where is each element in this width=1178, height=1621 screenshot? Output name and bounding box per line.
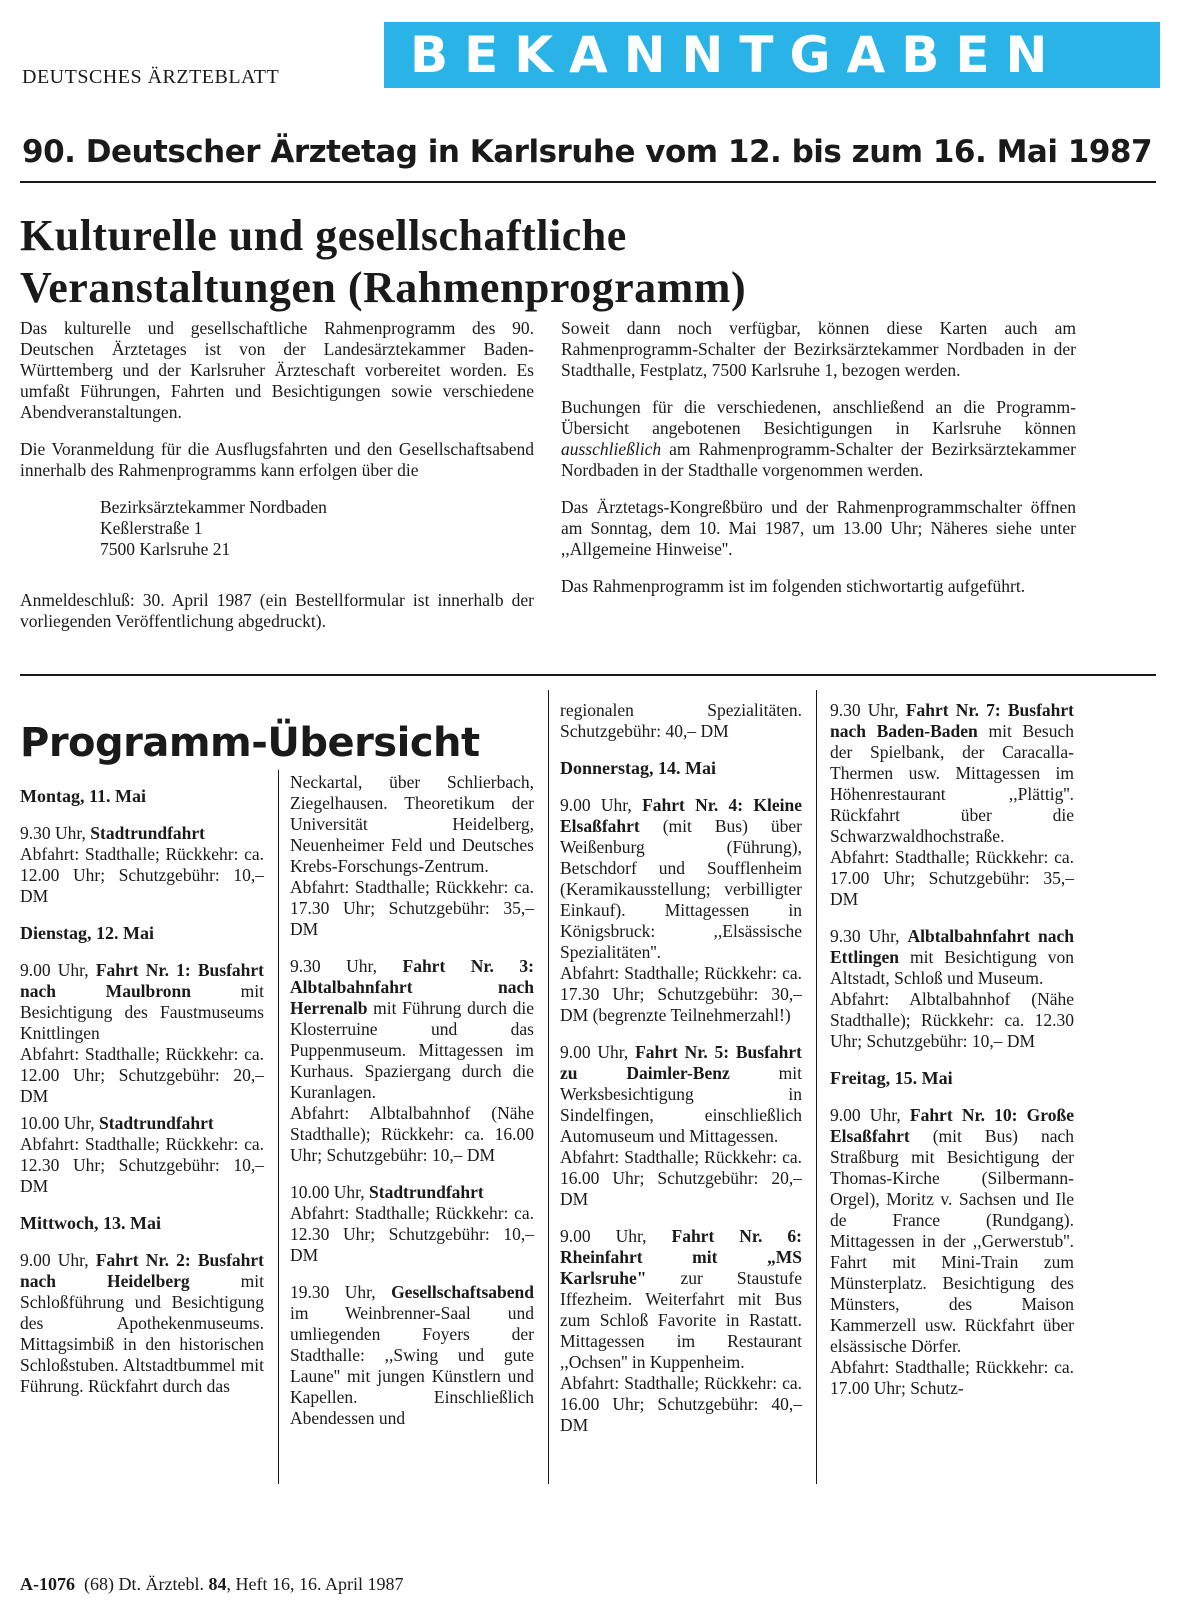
- entry-time: 9.30 Uhr,: [830, 700, 906, 720]
- entry-details: Abfahrt: Stadthalle; Rückkehr: ca. 16.00 Uhr; Schutzgebühr: 40,– DM: [560, 1373, 802, 1435]
- text-run: am Rahmenprogramm-Schalter der Bezirksärztekammer Nordbaden in der Stadthalle vorgenommen werden.: [561, 439, 1076, 480]
- page-number: A-1076: [20, 1574, 75, 1594]
- entry-time: 9.00 Uhr,: [560, 795, 643, 815]
- entry-description: mit Besichtigung des Faustmuseums Knittlingen: [20, 981, 264, 1043]
- program-entry: [830, 700, 1074, 910]
- entry-time: 9.30 Uhr,: [830, 926, 908, 946]
- intro-paragraph: Das kulturelle und gesellschaftliche Rahmenprogramm des 90. Deutschen Ärztetages ist von der Landesärztekammer Baden-Württemberg und der Karlsruher Ärzteschaft vorbereitet worden. Es umfaßt Führungen, Fahrten und Besichtigungen sowie verschiedene Abendveranstaltungen.: [20, 318, 534, 422]
- program-heading: Programm-Übersicht: [20, 720, 480, 766]
- intro-paragraph: Das Rahmenprogramm ist im folgenden stichwortartig aufgeführt.: [561, 576, 1026, 596]
- intro-paragraph: Anmeldeschluß: 30. April 1987 (ein Bestellformular ist innerhalb der vorliegenden Veröffentlichung abgedruckt).: [20, 590, 534, 631]
- entry-title: Fahrt Nr. 7: Busfahrt nach Baden-Baden: [830, 700, 1075, 741]
- entry-time: 9.00 Uhr,: [560, 1226, 672, 1246]
- entry-details: Abfahrt: Stadthalle; Rückkehr: ca. 12.00 Uhr; Schutzgebühr: 10,– DM: [20, 844, 264, 906]
- entry-details: Abfahrt: Stadthalle; Rückkehr: ca. 17.30 Uhr; Schutzgebühr: 30,– DM (begrenzte Teilnehmerzahl!): [560, 963, 802, 1025]
- entry-description: mit Werksbesichtigung in Sindelfingen, einschließlich Automuseum und Mittagessen.: [560, 1063, 802, 1146]
- entry-details: Abfahrt: Stadthalle; Rückkehr: ca. 17.00 Uhr; Schutzgebühr: 35,– DM: [830, 847, 1074, 909]
- intro-paragraph: Die Voranmeldung für die Ausflugsfahrten und den Gesellschaftsabend innerhalb des Rahmenprogramms kann erfolgen über die: [20, 439, 534, 480]
- entry-details: Abfahrt: Stadthalle; Rückkehr: ca. 12.30 Uhr; Schutzgebühr: 10,– DM: [290, 1203, 534, 1265]
- program-entry: [830, 926, 1074, 1052]
- program-entry: [20, 1250, 264, 1397]
- event-subtitle: 90. Deutscher Ärztetag in Karlsruhe vom 12. bis zum 16. Mai 1987: [22, 134, 1153, 170]
- entry-details: Abfahrt: Albtalbahnhof (Nähe Stadthalle); Rückkehr: ca. 12.30 Uhr; Schutzgebühr: 10,– DM: [830, 989, 1074, 1051]
- emphasis: ausschließlich: [561, 439, 662, 459]
- address-line: Bezirksärztekammer Nordbaden: [100, 497, 327, 517]
- page-footer: [20, 1574, 403, 1595]
- intro-paragraph: Soweit dann noch verfügbar, können diese Karten auch am Rahmenprogramm-Schalter der Bezirksärztekammer Nordbaden in der Stadthalle, Festplatz, 7500 Karlsruhe 1, bezogen werden.: [561, 318, 1076, 380]
- day-heading: Donnerstag, 14. Mai: [560, 758, 716, 778]
- entry-description: zur Staustufe Iffezheim. Weiterfahrt mit Bus zum Schloß Favorite in Rastatt. Mittagessen im Restaurant ,,Ochsen'' in Kuppenheim.: [560, 1268, 802, 1372]
- column-divider: [816, 690, 817, 1484]
- entry-description: mit Schloßführung und Besichtigung des Apothekenmuseums. Mittagsimbiß in den historischen Schloßstuben. Altstadtbummel mit Führung. Rückfahrt durch das: [20, 1271, 265, 1396]
- program-entry: [20, 1113, 264, 1197]
- intro-paragraph: [561, 397, 1076, 481]
- program-entry: regionalen Spezialitäten. Schutzgebühr: 40,– DM: [560, 700, 802, 741]
- entry-description: mit Führung durch die Klosterruine und das Puppenmuseum. Mittagessen im Kurhaus. Spaziergang durch die Kuranlagen.: [290, 998, 534, 1102]
- entry-time: 10.00 Uhr,: [290, 1182, 370, 1202]
- volume-number: 84: [208, 1574, 227, 1594]
- entry-details: Abfahrt: Stadthalle; Rückkehr: ca. 17.00 Uhr; Schutz-: [830, 1357, 1074, 1398]
- address-line: Keßlerstraße 1: [100, 518, 203, 538]
- entry-time: 9.00 Uhr,: [20, 960, 96, 980]
- address-block: [100, 497, 534, 560]
- entry-details: Abfahrt: Stadthalle; Rückkehr: ca. 17.30 Uhr; Schutzgebühr: 35,– DM: [290, 877, 534, 939]
- entry-time: 9.30 Uhr,: [20, 823, 91, 843]
- entry-time: 9.00 Uhr,: [560, 1042, 636, 1062]
- program-column-4: [830, 700, 1074, 1415]
- section-banner: [384, 22, 1160, 88]
- entry-description: (mit Bus) über Weißenburg (Führung), Betschdorf und Soufflenheim (Keramikausstellung; verbilligter Einkauf). Mittagessen in Königsbruck: ,,Elsässische Spezialitäten''.: [560, 816, 802, 962]
- program-entry: [290, 1182, 534, 1266]
- program-entry: [560, 795, 802, 1026]
- entry-description: mit Besichtigung von Altstadt, Schloß und Museum.: [830, 947, 1074, 988]
- column-divider: [548, 690, 549, 1484]
- program-column-2: [290, 772, 534, 1445]
- entry-time: 9.00 Uhr,: [830, 1105, 910, 1125]
- column-divider: [278, 770, 279, 1484]
- text-run: Buchungen für die verschiedenen, anschließend an die Programm-Übersicht angebotenen Besichtigungen in Karlsruhe können: [561, 397, 1076, 438]
- entry-details: Abfahrt: Stadthalle; Rückkehr: ca. 16.00 Uhr; Schutzgebühr: 20,– DM: [560, 1147, 802, 1209]
- section-label: BEKANNTGABEN: [410, 26, 1064, 84]
- program-entry: [290, 772, 534, 940]
- program-entry: [830, 1105, 1074, 1399]
- entry-details: Abfahrt: Albtalbahnhof (Nähe Stadthalle); Rückkehr: ca. 16.00 Uhr; Schutzgebühr: 10,– DM: [290, 1103, 534, 1165]
- entry-title: Fahrt Nr. 10: Große Elsaßfahrt: [830, 1105, 1074, 1146]
- entry-details: Abfahrt: Stadthalle; Rückkehr: ca. 12.30 Uhr; Schutzgebühr: 10,– DM: [20, 1134, 264, 1196]
- entry-time: 10.00 Uhr,: [20, 1113, 100, 1133]
- section-rule: [20, 674, 1156, 676]
- entry-time: 9.00 Uhr,: [20, 1250, 96, 1270]
- entry-title: Fahrt Nr. 2: Busfahrt nach Heidelberg: [20, 1250, 265, 1291]
- citation-text: (68) Dt. Ärztebl.: [75, 1574, 209, 1594]
- entry-time: 9.30 Uhr,: [290, 956, 403, 976]
- entry-title: Fahrt Nr. 1: Busfahrt nach Maulbronn: [20, 960, 265, 1001]
- entry-title: Gesellschaftsabend: [391, 1282, 534, 1302]
- program-column-3: [560, 700, 802, 1452]
- entry-description: im Weinbrenner-Saal und umliegenden Foyers der Stadthalle: ,,Swing und gute Laune'' mit jungen Künstlern und Kapellen. Einschließlich Abendessen und: [290, 1303, 534, 1428]
- address-line: 7500 Karlsruhe 21: [100, 539, 231, 559]
- program-entry: [560, 1226, 802, 1436]
- program-entry: [20, 960, 264, 1107]
- entry-title: Fahrt Nr. 6: Rheinfahrt mit „MS Karlsruhe": [560, 1226, 802, 1288]
- entry-description: (mit Bus) nach Straßburg mit Besichtigung der Thomas-Kirche (Silbermann-Orgel), Moritz v. Sachsen und Ile de France (Rundgang). Mittagessen in der ,,Gerwerstub''. Fahrt mit Mini-Train zum Münsterplatz. Besichtigung des Münsters, des Maison Kammerzell usw. Rückfahrt über elsässische Dörfer.: [830, 1126, 1074, 1356]
- entry-description: Neckartal, über Schlierbach, Ziegelhausen. Theoretikum der Universität Heidelberg, Neuenheimer Feld und Deutsches Krebs-Forschungs-Zentrum.: [290, 772, 534, 876]
- day-heading: Montag, 11. Mai: [20, 786, 146, 806]
- title-line-2: Veranstaltungen (Rahmenprogramm): [20, 263, 747, 312]
- subtitle-rule: [20, 181, 1156, 183]
- day-heading: Mittwoch, 13. Mai: [20, 1213, 161, 1233]
- title-line-1: Kulturelle und gesellschaftliche: [20, 211, 627, 260]
- day-heading: Freitag, 15. Mai: [830, 1068, 953, 1088]
- intro-right-column: [561, 318, 1076, 613]
- publication-name: DEUTSCHES ÄRZTEBLATT: [22, 66, 280, 88]
- entry-description: mit Besuch der Spielbank, der Caracalla-Thermen usw. Mittagessen im Höhenrestaurant ,,Plättig''. Rückfahrt über die Schwarzwaldhochstraße.: [830, 721, 1074, 846]
- program-entry: [560, 1042, 802, 1210]
- entry-title: Stadtrundfahrt: [90, 823, 206, 843]
- program-entry: [290, 1282, 534, 1429]
- intro-paragraph: Das Ärztetags-Kongreßbüro und der Rahmenprogrammschalter öffnen am Sonntag, dem 10. Mai 1987, um 13.00 Uhr; Näheres siehe unter ,,Allgemeine Hinweise''.: [561, 497, 1076, 559]
- entry-time: 19.30 Uhr,: [290, 1282, 392, 1302]
- entry-title: Fahrt Nr. 5: Busfahrt zu Daimler-Benz: [560, 1042, 803, 1083]
- program-entry: [20, 823, 264, 907]
- entry-title: Albtalbahnfahrt nach Ettlingen: [830, 926, 1074, 967]
- entry-title: Stadtrundfahrt: [99, 1113, 214, 1133]
- intro-left-column: [20, 318, 534, 648]
- day-heading: Dienstag, 12. Mai: [20, 923, 154, 943]
- program-column-1: [20, 772, 264, 1413]
- entry-title: Fahrt Nr. 4: Kleine Elsaßfahrt: [560, 795, 803, 836]
- citation-text: , Heft 16, 16. April 1987: [226, 1574, 404, 1594]
- program-entry: [290, 956, 534, 1166]
- entry-details: Abfahrt: Stadthalle; Rückkehr: ca. 12.00 Uhr; Schutzgebühr: 20,– DM: [20, 1044, 264, 1106]
- article-title: [20, 210, 746, 314]
- entry-title: Fahrt Nr. 3: Albtalbahnfahrt nach Herrenalb: [290, 956, 534, 1018]
- entry-title: Stadtrundfahrt: [369, 1182, 484, 1202]
